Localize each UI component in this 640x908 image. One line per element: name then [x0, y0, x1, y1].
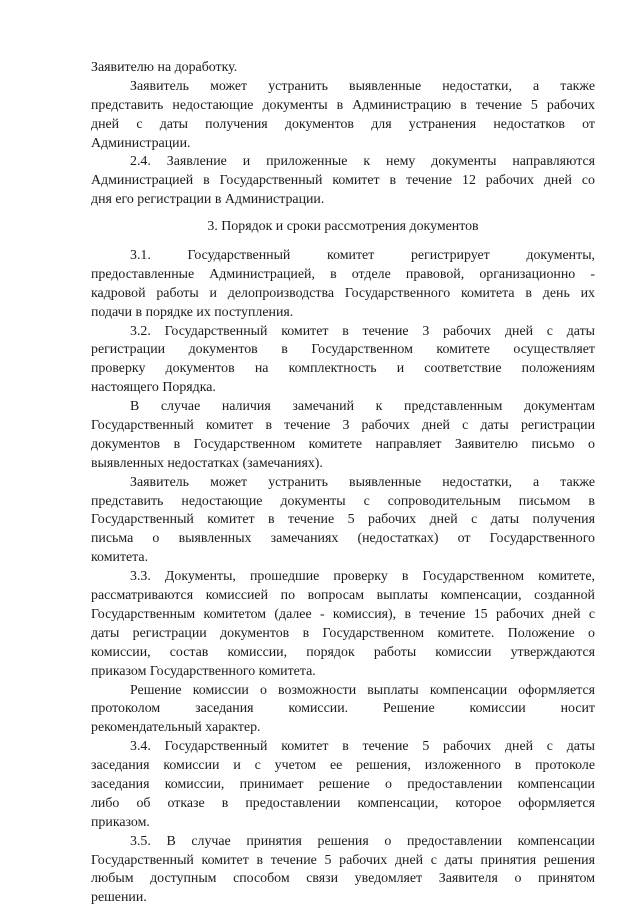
paragraph: [91, 59, 595, 78]
paragraph: [91, 153, 595, 210]
document-body: [91, 59, 595, 908]
text-line: приказом.: [91, 814, 150, 830]
section-heading: 3. Порядок и сроки рассмотрения документов: [207, 219, 479, 235]
text-line: рассматриваются комиссией по вопросам выплаты компенсации, созданной: [91, 588, 595, 604]
text-line: приказом Государственного комитета.: [91, 663, 316, 679]
text-line: Государственный комитет в течение 5 рабочих дней с даты получения: [91, 512, 595, 528]
text-line: Заявителю на доработку.: [91, 60, 238, 75]
text-line: Решение комиссии о возможности выплаты компенсации оформляется: [130, 682, 595, 698]
text-line: 3.1. Государственный комитет регистрирует документы,: [130, 248, 595, 264]
paragraph: [91, 323, 595, 399]
text-line: Государственный комитет в течение 3 рабочих дней с даты регистрации: [91, 418, 595, 434]
text-line: протоколом заседания комиссии. Решение комиссии носит: [91, 701, 595, 717]
text-line: 3.5. В случае принятия решения о предоставлении компенсации: [130, 833, 595, 849]
text-line: рекомендательный характер.: [91, 720, 261, 736]
text-line: Государственным комитетом (далее - комиссия), в течение 15 рабочих дней с: [91, 606, 595, 622]
text-line: письма о выявленных замечаниях (недостатках) от Государственного: [91, 531, 595, 547]
text-line: кадровой работы и делопроизводства Государственного комитета в день их: [91, 285, 595, 301]
text-line: Заявитель может устранить выявленные недостатки, а также: [130, 78, 595, 94]
text-line: заседания комиссии, принимает решение о предоставлении компенсации: [91, 776, 595, 792]
text-line: проверку документов на комплектность и соответствие положениям: [91, 361, 595, 377]
text-line: 3.3. Документы, прошедшие проверку в Государственном комитете,: [130, 569, 595, 585]
text-line: 3.2. Государственный комитет в течение 3 рабочих дней с даты: [130, 323, 595, 339]
text-line: подачи в порядке их поступления.: [91, 304, 294, 320]
text-line: предоставленные Администрацией, в отделе правовой, организационно -: [91, 266, 595, 282]
text-line: либо об отказе в предоставлении компенсации, которое оформляется: [91, 795, 595, 811]
text-line: комитета.: [91, 550, 149, 566]
text-line: Администрации.: [91, 135, 191, 151]
text-line: 3.4. Государственный комитет в течение 5 рабочих дней с даты: [130, 739, 595, 755]
text-line: представить недостающие документы в Администрацию в течение 5 рабочих: [91, 97, 595, 113]
text-line: выявленных недостатках (замечаниях).: [91, 455, 323, 471]
paragraph: [91, 568, 595, 681]
text-line: 2.4. Заявление и приложенные к нему документы направляются: [130, 154, 595, 170]
text-line: регистрации документов в Государственном комитете осуществляет: [91, 342, 595, 358]
paragraph: [91, 682, 595, 739]
paragraph: [91, 833, 595, 908]
text-line: решении.: [91, 890, 147, 906]
paragraph: [91, 247, 595, 323]
text-line: представить недостающие документы с сопроводительным письмом в: [91, 493, 595, 509]
paragraph: [91, 738, 595, 832]
text-line: Заявитель может устранить выявленные недостатки, а также: [130, 474, 595, 490]
paragraph: [91, 78, 595, 154]
text-line: Государственный комитет в течение 5 рабочих дней с даты принятия решения: [91, 852, 595, 868]
text-line: дня его регистрации в Администрации.: [91, 192, 325, 208]
text-line: даты регистрации документов в Государственном комитете. Положение о: [91, 625, 595, 641]
text-line: документов в Государственном комитете направляет Заявителю письмо о: [91, 436, 595, 452]
text-line: В случае наличия замечаний к представленным документам: [130, 399, 595, 415]
paragraph: [91, 398, 595, 474]
text-line: настоящего Порядка.: [91, 380, 216, 396]
text-line: Администрацией в Государственный комитет в течение 12 рабочих дней со: [91, 173, 595, 189]
text-line: любым доступным способом связи уведомляет Заявителя о принятом: [91, 871, 595, 887]
paragraph: [91, 474, 595, 568]
text-line: дней с даты получения документов для устранения недостатков от: [91, 116, 595, 132]
text-line: комиссии, состав комиссии, порядок работы комиссии утверждаются: [91, 644, 595, 660]
text-line: заседания комиссии и с учетом ее решения, изложенного в протоколе: [91, 758, 595, 774]
